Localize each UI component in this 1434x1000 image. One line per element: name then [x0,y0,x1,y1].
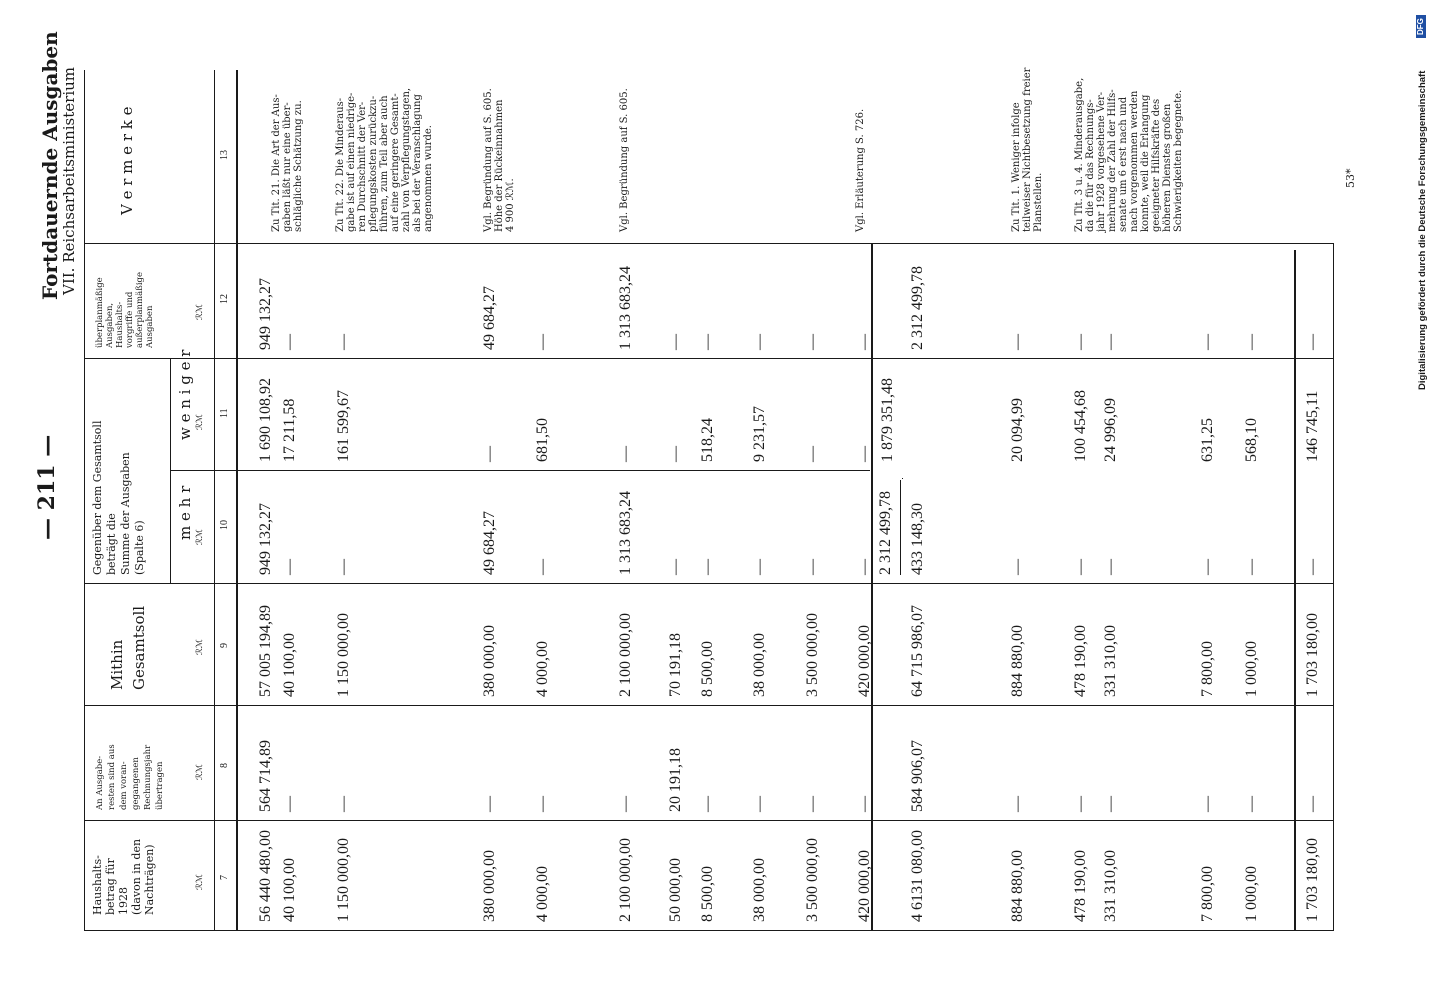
cell-r3-c7: 380 000,00 [481,850,498,922]
cell-r5-c12: 1 313 683,24 [617,266,634,350]
header-col12-line-2: Haushalts- [115,301,125,348]
cell-s1-c10: — [1072,559,1089,575]
header-bottom-rule [236,70,238,930]
header-col8-line-2: dem voran- [119,761,129,810]
col9-10-rule [84,583,1334,584]
header-col13: V e r m e r k e [118,106,136,215]
header-col11: w e n i g e r [176,349,194,440]
total2-c11: 146 745,11 [1304,390,1321,462]
cell-r1-c9: 40 100,00 [281,633,298,697]
cell-s0-c11: 20 094,99 [1009,398,1026,462]
cell-r0-c9: 57 005 194,89 [257,605,274,697]
cell-r8-c11: 9 231,57 [751,406,768,462]
cell-s4-c12: — [1243,334,1260,350]
cell-r3-c9: 380 000,00 [481,625,498,697]
note-n6-line-1: teilweiser Nichtbesetzung freier [1022,67,1033,232]
colnum-c8: 8 [219,763,230,768]
header-col9-line-1: Gesamtsoll [130,605,148,690]
total2-c12: — [1304,334,1321,350]
cell-s4-c7: 1 000,00 [1243,866,1260,922]
cell-s1-c8: — [1072,796,1089,812]
unit-col7: ℛℳ [195,874,205,890]
cell-r6-c7: 50 000,00 [667,858,684,922]
colnum-c11: 11 [219,408,230,418]
cell-r3-c10: 49 684,27 [481,511,498,575]
page-number: — 211 — [34,434,60,540]
cell-s3-c10: — [1199,559,1216,575]
cell-s1-c12: — [1072,334,1089,350]
colnum-c13: 13 [219,150,230,160]
dfg-logo: DFG [1416,15,1426,38]
cell-r0-c11: 1 690 108,92 [257,378,274,462]
total-c12: 2 312 499,78 [909,266,926,350]
cell-s3-c11: 631,25 [1199,418,1216,462]
cell-r1-c11: 17 211,58 [281,398,298,462]
cell-r7-c7: 8 500,00 [699,866,716,922]
cell-r7-c11: 518,24 [699,418,716,462]
cell-r9-c12: — [804,334,821,350]
cell-r10-c12: — [856,334,873,350]
page-subtitle: VII. Reichsarbeitsministerium [60,67,78,295]
note-n1-line-1: gaben läßt nur eine über- [282,102,293,232]
cell-r3-c12: 49 684,27 [481,286,498,350]
page-footnote: 53* [1344,168,1357,188]
cell-r7-c8: — [699,796,716,812]
cell-r9-c7: 3 500 000,00 [804,838,821,922]
total-c9: 64 715 986,07 [909,605,926,697]
colnum-c7: 7 [219,875,230,880]
colnum-c12: 12 [219,294,230,304]
cell-r5-c9: 2 100 000,00 [617,613,634,697]
cell-r0-c12: 949 132,27 [257,278,274,350]
cell-r8-c7: 38 000,00 [751,858,768,922]
cell-s4-c8: — [1243,796,1260,812]
cell-s0-c12: — [1009,334,1026,350]
note-n4-line-0: Vgl. Begründung auf S. 605. [619,88,630,232]
note-n7-line-6: konnte, weil die Erlangung [1140,94,1151,232]
header-col8-line-0: An Ausgabe- [95,755,105,810]
cell-s2-c9: 331 310,00 [1102,625,1119,697]
cell-r5-c7: 2 100 000,00 [617,838,634,922]
note-n2-line-1: gabe ist auf einen niedrige- [346,92,357,232]
cell-r3-c8: — [481,796,498,812]
cell-s3-c12: — [1199,334,1216,350]
header-col12-line-3: vorgriffe und [125,291,135,348]
cell-r6-c11: — [667,446,684,462]
total-c7: 4 6131 080,00 [909,830,926,922]
cell-s3-c7: 7 800,00 [1199,866,1216,922]
cell-r8-c8: — [751,796,768,812]
note-n7-line-1: da die für das Rechnungs- [1085,99,1096,232]
cell-r5-c10: 1 313 683,24 [617,491,634,575]
header-col10-11-line-0: Gegenüber dem Gesamtsoll [91,420,104,575]
header-col7-line-4: Nachträgen) [143,844,156,915]
header-col8-line-1: resten sind aus [107,744,117,810]
cell-r4-c12: — [534,334,551,350]
unit-col10: ℛℳ [195,529,205,545]
cell-s0-c10: — [1009,559,1026,575]
unit-col11: ℛℳ [195,414,205,430]
total-c8: 584 906,07 [909,740,926,812]
table-left-rule [84,70,85,930]
mehr-weniger-header-rule [170,358,171,583]
note-n3-line-1: Höhe der Rückeinnahmen [494,99,505,232]
cell-r8-c9: 38 000,00 [751,633,768,697]
cell-s2-c10: — [1102,559,1119,575]
note-n6-line-0: Zu Tit. 1. Weniger infolge [1011,102,1022,232]
cell-r4-c10: — [534,559,551,575]
note-n2-line-2: ren Durchschnitt der Ver- [357,101,368,232]
note-n7-line-2: jahr 1928 vorgesehene Ver- [1096,91,1107,232]
note-n5-line-0: Vgl. Erläuterung S. 726. [855,108,866,232]
cell-s1-c7: 478 190,00 [1072,850,1089,922]
cell-s2-c8: — [1102,796,1119,812]
col11-12-rule [84,358,1334,359]
cell-r6-c8: 20 191,18 [667,748,684,812]
cell-s3-c8: — [1199,796,1216,812]
cell-s0-c8: — [1009,796,1026,812]
header-col10: m e h r [176,485,194,540]
net-rule [900,480,901,575]
note-n7-line-0: Zu Tit. 3 u. 4. Minderausgabe, [1074,77,1085,232]
cell-r1-c10: — [281,559,298,575]
cell-r10-c11: — [856,446,873,462]
note-n3-line-2: 4 900 ℛℳ. [505,178,516,232]
note-n6-line-2: Planstellen. [1033,172,1044,232]
cell-r10-c7: 420 000,00 [856,850,873,922]
colnum-c9: 9 [219,643,230,648]
header-col10-11-line-3: (Spalte 6) [133,520,146,575]
cell-r4-c8: — [534,796,551,812]
header-col7-line-0: Haushalts- [91,855,104,915]
colnum-rule [214,70,215,930]
cell-r4-c11: 681,50 [534,418,551,462]
cell-r5-c11: — [617,446,634,462]
cell-s1-c11: 100 454,68 [1072,390,1089,462]
cell-r4-c9: 4 000,00 [534,641,551,697]
cell-r6-c9: 70 191,18 [667,633,684,697]
total-c11: 1 879 351,48 [879,378,896,462]
col8-9-rule [84,705,1334,706]
note-n1-line-0: Zu Tit. 21. Die Art der Aus- [271,94,282,232]
cell-r10-c10: — [856,559,873,575]
cell-s1-c9: 478 190,00 [1072,625,1089,697]
cell-r0-c8: 564 714,89 [257,740,274,812]
col7-8-rule [84,820,1334,821]
cell-r6-c12: — [667,334,684,350]
cell-r2-c8: — [335,796,352,812]
unit-col9: ℛℳ [195,639,205,655]
note-n3-line-0: Vgl. Begründung auf S. 605. [483,88,494,232]
header-col8-line-5: übertragen [155,761,165,810]
header-col9-line-0: Mithin [108,639,126,690]
cell-r10-c8: — [856,796,873,812]
total2-c9: 1 703 180,00 [1304,613,1321,697]
cell-r2-c7: 1 150 000,00 [335,838,352,922]
cell-r8-c12: — [751,334,768,350]
cell-r6-c10: — [667,559,684,575]
header-col7-line-2: 1928 [117,887,130,915]
col10-11-rule [170,470,870,471]
cell-r1-c12: — [281,334,298,350]
cell-s2-c12: — [1102,334,1119,350]
header-col10-11-line-2: Summe der Ausgaben [119,452,132,575]
cell-r0-c10: 949 132,27 [257,503,274,575]
cell-r9-c11: — [804,446,821,462]
cell-r4-c7: 4 000,00 [534,866,551,922]
table-bottom-rule [84,930,1334,931]
unit-col12: ℛℳ [195,304,205,320]
cell-s0-c7: 884 880,00 [1009,850,1026,922]
note-n2-line-0: Zu Tit. 22. Die Minderaus- [335,97,346,232]
rule-line [902,478,903,479]
cell-s2-c11: 24 996,09 [1102,398,1119,462]
cell-r9-c9: 3 500 000,00 [804,613,821,697]
header-col12-line-1: Ausgaben, [105,302,115,348]
note-n2-line-4: führen, zum Teil aber auch [379,95,390,232]
header-col12-line-4: außerplanmäßige [135,271,145,348]
total2-c10: — [1304,559,1321,575]
section-rule [1294,250,1296,930]
cell-r2-c10: — [335,559,352,575]
header-col10-11-line-1: beträgt die [105,513,118,575]
total-c10-net: 433 148,30 [909,503,926,575]
cell-s4-c9: 1 000,00 [1243,641,1260,697]
note-n2-line-8: angenommen wurde. [423,125,434,232]
header-col7-line-1: betrag für [104,858,117,915]
header-col7-line-3: (davon in den [130,838,143,915]
cell-r1-c8: — [281,796,298,812]
note-n7-line-8: höheren Dienstes großen [1162,103,1173,232]
header-col12-line-0: überplanmäßige [95,277,105,348]
note-n7-line-5: nach vorgenommen werden [1129,90,1140,232]
header-col12-line-5: Ausgaben [145,305,155,348]
note-n7-line-3: mehrung der Zahl der Hilfs- [1107,89,1118,232]
note-n7-line-7: geeigneter Hilfskräfte des [1151,98,1162,232]
cell-s2-c7: 331 310,00 [1102,850,1119,922]
cell-r0-c7: 56 440 480,00 [257,830,274,922]
col12-13-rule [84,243,1334,244]
cell-r2-c9: 1 150 000,00 [335,613,352,697]
cell-r1-c7: 40 100,00 [281,858,298,922]
cell-r9-c8: — [804,796,821,812]
unit-col8: ℛℳ [195,764,205,780]
total-c10: 2 312 499,78 [877,491,894,575]
cell-s0-c9: 884 880,00 [1009,625,1026,697]
note-n2-line-7: als bei der Veranschlagung [412,94,423,232]
cell-r10-c9: 420 000,00 [856,625,873,697]
cell-s4-c10: — [1243,559,1260,575]
note-n7-line-4: senate um 6 erst nach und [1118,96,1129,232]
cell-r9-c10: — [804,559,821,575]
page-title: Fortdauernde Ausgaben [38,31,62,300]
watermark-text: Digitalisierung gefördert durch die Deutsche Forschungsgemeinschaft [1417,70,1428,390]
cell-r7-c10: — [699,559,716,575]
cell-r8-c10: — [751,559,768,575]
cell-r7-c12: — [699,334,716,350]
cell-s3-c9: 7 800,00 [1199,641,1216,697]
cell-s4-c11: 568,10 [1243,418,1260,462]
total2-c7: 1 703 180,00 [1304,838,1321,922]
colnum-c10: 10 [219,520,230,530]
note-n2-line-3: pflegungskosten zurückzu- [368,95,379,232]
cell-r2-c12: — [335,334,352,350]
cell-r3-c11: — [481,446,498,462]
table-right-rule [1333,243,1334,930]
note-n2-line-5: auf eine geringere Gesamt- [390,93,401,232]
total2-c8: — [1304,796,1321,812]
cell-r2-c11: 161 599,67 [335,390,352,462]
note-n2-line-6: zahl von Verpflegungstagen, [401,87,412,232]
cell-r7-c9: 8 500,00 [699,641,716,697]
note-n7-line-9: Schwierigkeiten begegnete. [1173,89,1184,232]
note-n1-line-2: schlägliche Schätzung zu. [293,100,304,232]
header-col8-line-4: Rechnungsjahr [143,744,153,810]
cell-r5-c8: — [617,796,634,812]
header-col8-line-3: gegangenen [131,757,141,810]
